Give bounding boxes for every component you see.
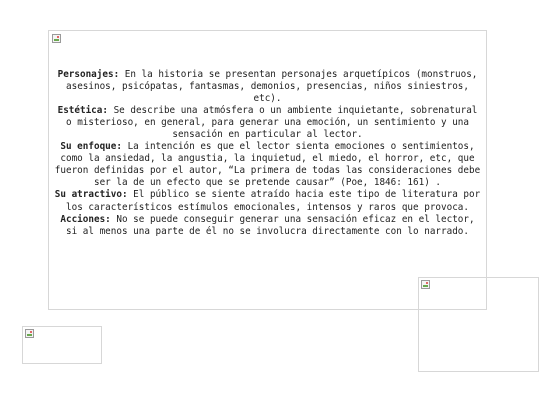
paragraph-enfoque	[53, 141, 482, 189]
paragraph-heading: Su enfoque:	[60, 141, 122, 153]
paragraph-personajes	[53, 69, 482, 105]
broken-image-icon	[25, 329, 34, 338]
paragraph-atractivo	[53, 189, 482, 213]
image-placeholder-right	[418, 277, 539, 372]
paragraph-body: La intención es que el lector sienta emociones o sentimientos, como la ansiedad, la angustia, la inquietud, el miedo, el horror, etc, que fueron definidas por el autor, “La primera de todas las consideraciones debe ser la de un efecto que se pretende causar” (Poe, 1846: 161) .	[54, 141, 481, 189]
paragraph-body: Se describe una atmósfera o un ambiente inquietante, sobrenatural o misterioso, en general, para generar una emoción, un sentimiento y una sensación en particular al lector.	[66, 105, 478, 141]
paragraph-heading: Personajes:	[57, 69, 120, 80]
broken-image-icon	[52, 34, 61, 43]
paragraph-heading: Su atractivo:	[54, 189, 128, 201]
paragraph-heading: Acciones:	[60, 213, 111, 225]
paragraph-body: En la historia se presentan personajes arquetípicos (monstruos, asesinos, psicópatas, fantasmas, demonios, presencias, niños siniestros, etc).	[66, 69, 478, 105]
paragraph-acciones	[53, 214, 482, 238]
paragraph-estetica	[53, 105, 482, 141]
paragraph-body: No se puede conseguir generar una sensación eficaz en el lector, si al menos una parte de él no se involucra directamente con lo narrado.	[66, 213, 475, 237]
broken-image-icon	[421, 280, 430, 289]
paragraph-heading: Estética:	[57, 105, 108, 117]
image-placeholder-left	[22, 326, 102, 364]
content-frame	[48, 30, 487, 310]
text-block	[53, 69, 482, 238]
paragraph-body: El público se siente atraído hacia este tipo de literatura por los característicos estímulos emocionales, intensos y raros que provoca.	[66, 189, 481, 213]
